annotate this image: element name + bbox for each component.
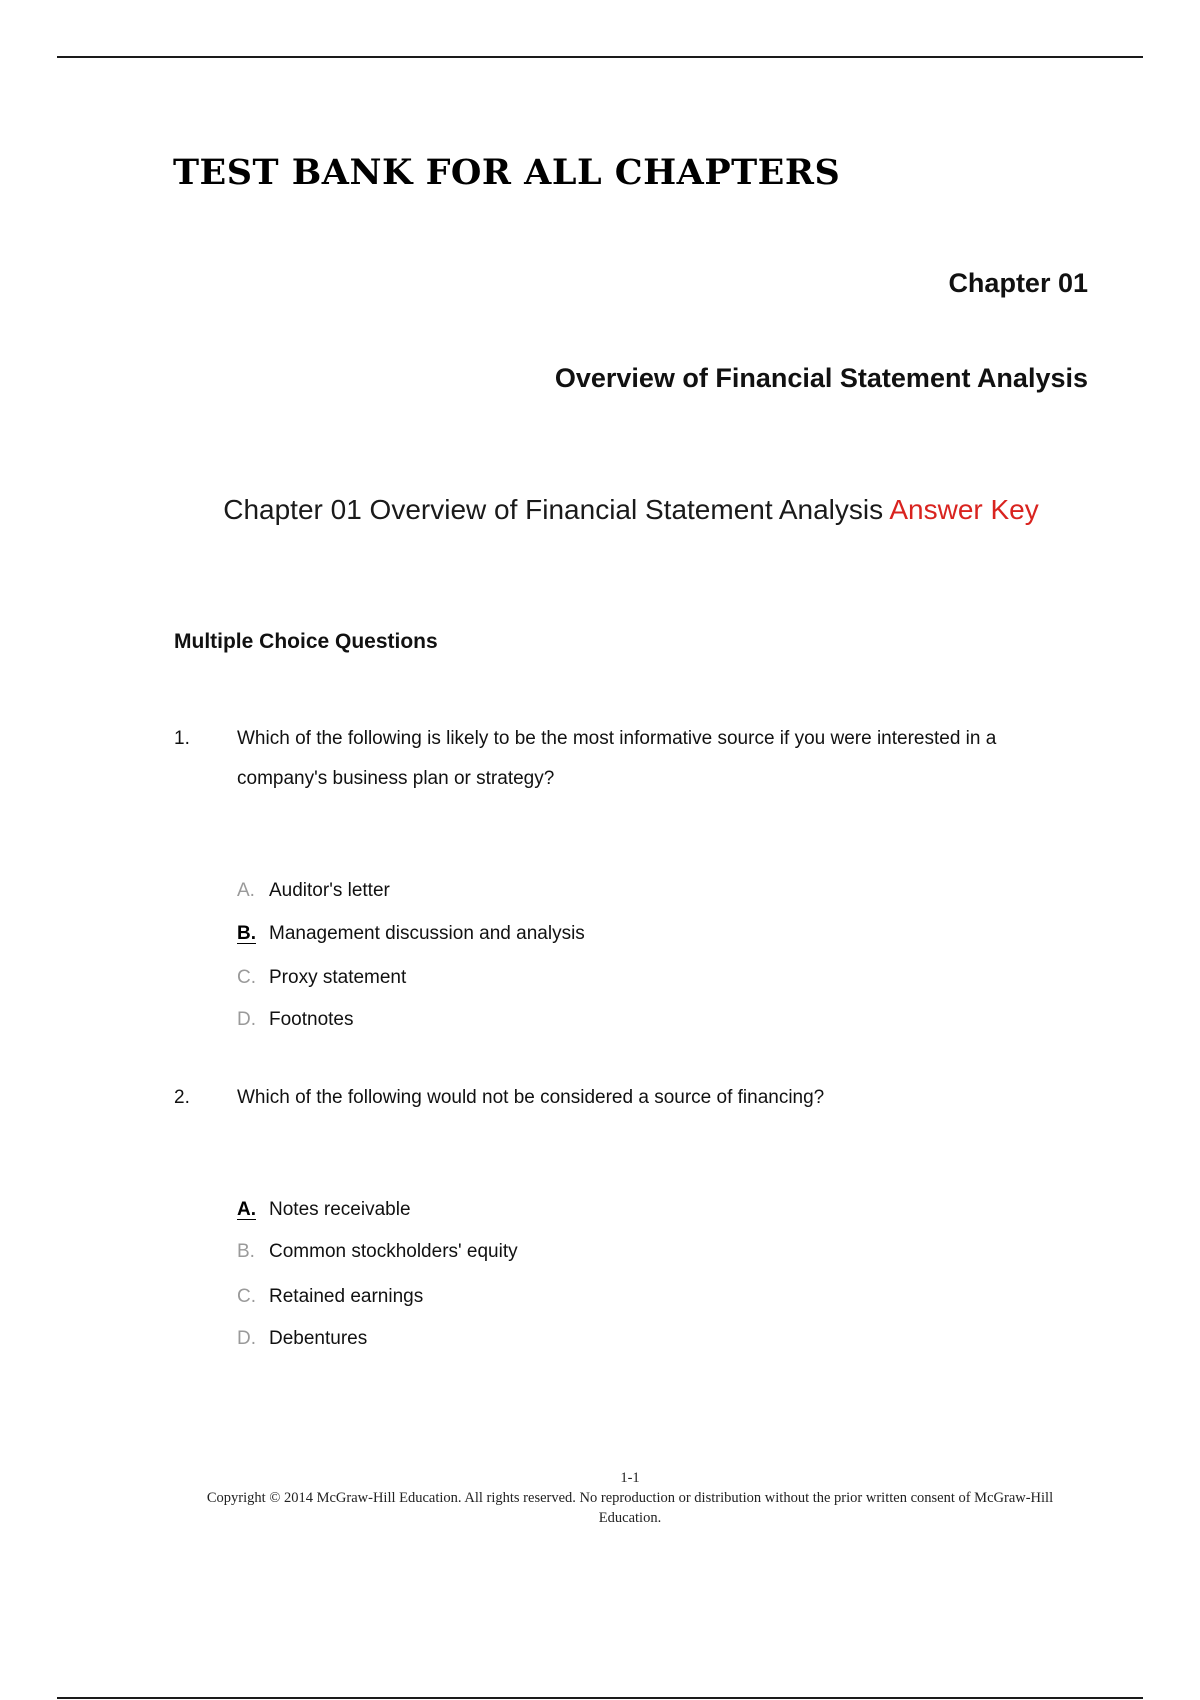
option-text: Debentures [269,1328,368,1349]
question-1-option-a [237,880,390,902]
question-number: 2. [174,1087,190,1108]
option-letter: B. [237,1241,255,1262]
section-title: Multiple Choice Questions [174,630,438,653]
question-number: 1. [174,728,190,749]
question-1-option-c [237,967,406,989]
question-1-option-d [237,1009,354,1031]
option-letter: A. [237,880,255,901]
page-footer [190,1468,1070,1528]
chapter-number: Chapter 01 [948,268,1088,298]
option-text: Notes receivable [269,1199,411,1220]
option-letter: C. [237,1286,256,1307]
option-text: Common stockholders' equity [269,1241,518,1262]
answer-key-heading-prefix: Chapter 01 Overview of Financial Statement Analysis [223,494,884,525]
copyright-notice: Copyright © 2014 McGraw-Hill Education. All rights reserved. No reproduction or distribution without the prior written consent of McGraw-Hill Education. [206,1490,1054,1526]
option-letter: D. [237,1328,256,1349]
question-text: Which of the following would not be considered a source of financing? [237,1087,825,1108]
page-number: 1-1 [620,1470,640,1486]
chapter-title: Overview of Financial Statement Analysis [554,363,1088,393]
question-1-option-b-correct [237,923,585,945]
top-rule [57,56,1143,58]
banner-title: TEST BANK FOR ALL CHAPTERS [173,152,841,193]
question-2-option-d [237,1328,367,1350]
option-text: Proxy statement [269,967,407,988]
answer-key-heading [0,494,1200,526]
option-letter: B. [237,923,256,944]
bottom-rule [57,1697,1143,1699]
option-letter: D. [237,1009,256,1030]
question-2-option-c [237,1286,423,1308]
answer-key-label: Answer Key [889,494,1039,525]
option-text: Retained earnings [269,1286,424,1307]
option-text: Management discussion and analysis [269,923,585,944]
option-text: Footnotes [269,1009,354,1030]
question-text: Which of the following is likely to be the most informative source if you were interested in a company's business plan or strategy? [237,728,997,789]
option-letter: C. [237,967,256,988]
question-2-option-a-correct [237,1199,411,1221]
question-2-option-b [237,1241,518,1263]
option-letter: A. [237,1199,256,1220]
option-text: Auditor's letter [269,880,390,901]
